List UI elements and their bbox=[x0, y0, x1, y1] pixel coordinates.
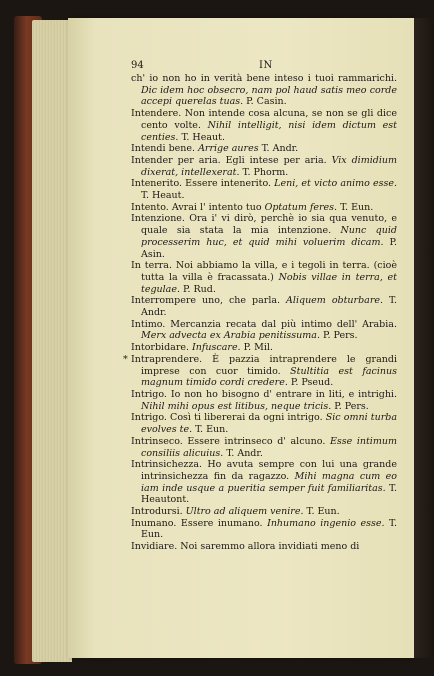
entry-text bbox=[131, 260, 397, 295]
dictionary-entry bbox=[131, 319, 397, 342]
latin-phrase: Aliquem obturbare. bbox=[286, 295, 384, 307]
entry-segment: T. Eun. bbox=[337, 201, 374, 213]
dictionary-entry bbox=[131, 436, 397, 459]
entry-segment: Intraprendere. È pazzia intraprendere le grandi imprese con cuor timido. bbox=[131, 353, 397, 377]
page-header bbox=[131, 60, 397, 73]
entry-segment: Intenzione. Ora i' vi dirò, perchè io sia qua venuto, e quale sia stata la mia intenzione. bbox=[131, 213, 397, 237]
entry-segment: T. Andr. bbox=[223, 447, 263, 459]
entry-segment: Inumano. Essere inumano. bbox=[131, 517, 268, 529]
entry-segment: Intrigo. Io non ho bisogno d' entrare in liti, e intrighi. bbox=[131, 388, 397, 400]
running-head: IN bbox=[259, 60, 273, 71]
latin-phrase: Leni, et victo animo esse. bbox=[274, 178, 398, 190]
entry-segment: P. Pers. bbox=[331, 400, 369, 412]
dictionary-entry bbox=[123, 353, 397, 389]
latin-phrase: Optatum feres. bbox=[264, 201, 338, 213]
latin-phrase: Dic idem hoc obsecro, nam pol haud satis meo corde accepi querelas tuas. bbox=[141, 84, 397, 108]
entry-segment: T. Heaut. bbox=[141, 190, 185, 202]
dictionary-entry bbox=[131, 506, 397, 518]
entry-text bbox=[131, 73, 397, 108]
entry-text bbox=[131, 459, 397, 506]
dictionary-entry bbox=[131, 73, 397, 108]
dictionary-entry bbox=[131, 155, 397, 178]
dictionary-entry bbox=[131, 178, 397, 201]
entry-segment: P. Pseud. bbox=[287, 377, 334, 389]
entry-text bbox=[131, 202, 397, 214]
entry-text bbox=[131, 436, 397, 459]
entry-text bbox=[131, 295, 397, 318]
entry-segment: Interrompere uno, che parla. bbox=[131, 295, 287, 307]
entry-segment: T. Eun. bbox=[192, 424, 229, 436]
latin-phrase: Nihil mihi opus est litibus, neque tricis. bbox=[141, 400, 332, 412]
entry-segment: Invidiare. Noi saremmo allora invidiati meno di bbox=[131, 541, 360, 553]
entry-segment: Intrinsichezza. Ho avuta sempre con lui una grande intrinsichezza fin da ragazzo. bbox=[131, 459, 397, 482]
entry-text bbox=[131, 342, 397, 354]
entry-mark: * bbox=[123, 353, 128, 365]
page-stack-edge bbox=[32, 20, 72, 662]
entry-segment: T. Heautont. bbox=[141, 482, 397, 506]
latin-phrase: Mihi magna cum eo iam inde usque a pueritia semper fuit familiaritas. bbox=[141, 470, 397, 494]
entry-segment: Intorbidare. bbox=[131, 342, 193, 354]
entry-segment: T. Eun. bbox=[303, 506, 340, 518]
entry-segment: Intrinseco. Essere intrinseco d' alcuno. bbox=[131, 435, 330, 447]
dictionary-entry bbox=[131, 260, 397, 295]
entry-segment: T. Heaut. bbox=[178, 131, 225, 143]
entry-text bbox=[131, 143, 397, 155]
latin-phrase: Stultitia est facinus magnum timido cordi credere. bbox=[141, 365, 397, 389]
entry-text bbox=[131, 319, 397, 342]
entry-segment: Intender per aria. Egli intese per aria. bbox=[131, 154, 332, 166]
latin-phrase: Nihil intelligit, nisi idem dictum est centies. bbox=[141, 119, 397, 143]
dictionary-entry bbox=[131, 389, 397, 412]
entry-segment: P. Rud. bbox=[179, 283, 216, 295]
dictionary-entry bbox=[131, 202, 397, 214]
entry-segment: Intimo. Mercanzia recata dal più intimo dell' Arabia. bbox=[131, 318, 397, 330]
entry-segment: In terra. Noi abbiamo la villa, e i tegoli in terra. (cioè tutta la villa è fracassata.) bbox=[131, 260, 397, 283]
latin-phrase: Sic omni turba evolves te. bbox=[141, 412, 397, 436]
entry-segment: Intenerito. Essere intenerito. bbox=[131, 178, 275, 190]
entry-segment: Introdursi. bbox=[131, 506, 186, 518]
latin-phrase: Esse intimum consiliis alicuius. bbox=[141, 435, 397, 459]
entry-segment: T. Phorm. bbox=[239, 166, 289, 178]
latin-phrase: Ultro ad aliquem venire. bbox=[185, 506, 304, 518]
entry-text bbox=[131, 412, 397, 435]
dictionary-entry bbox=[131, 143, 397, 155]
page-text bbox=[123, 60, 398, 553]
dictionary-entry bbox=[131, 213, 397, 260]
page-number: 94 bbox=[131, 60, 144, 71]
latin-phrase: Infuscare. bbox=[192, 342, 241, 354]
latin-phrase: Nobis villae in terra, et tegulae. bbox=[141, 271, 397, 295]
entry-segment: Intendere. Non intende cosa alcuna, se non se gli dice cento volte. bbox=[131, 108, 397, 131]
entry-segment: P. Pers. bbox=[319, 330, 358, 342]
dictionary-entry bbox=[131, 459, 397, 506]
dictionary-entry bbox=[131, 295, 397, 318]
latin-phrase: Arrige aures bbox=[198, 143, 259, 155]
opposite-page-edge bbox=[414, 18, 434, 658]
entry-text bbox=[131, 541, 397, 553]
dictionary-entry bbox=[131, 412, 397, 435]
entry-segment: T. Andr. bbox=[141, 295, 397, 319]
entry-text bbox=[131, 178, 397, 201]
latin-phrase: Inhumano ingenio esse. bbox=[267, 517, 385, 529]
entry-text bbox=[131, 155, 397, 178]
entry-segment: Intendi bene. bbox=[131, 143, 199, 155]
latin-phrase: Merx advecta ex Arabia penitissuma. bbox=[141, 330, 320, 342]
entry-segment: ch' io non ho in verità bene inteso i tuoi rammarichi. bbox=[131, 73, 397, 84]
dictionary-entry bbox=[131, 518, 397, 541]
latin-phrase: Vix dimidium dixerat, intellexerat. bbox=[141, 154, 397, 178]
entry-segment: P. Casin. bbox=[243, 96, 287, 108]
entry-segment: P. Mil. bbox=[240, 342, 273, 354]
entry-text bbox=[131, 518, 397, 541]
entry-segment: T. Andr. bbox=[258, 143, 299, 155]
dictionary-entry bbox=[131, 541, 397, 553]
dictionary-entry bbox=[131, 108, 397, 143]
entry-text bbox=[131, 506, 397, 518]
entry-text bbox=[131, 389, 397, 412]
entry-segment: P. Asin. bbox=[141, 236, 397, 260]
entry-segment: T. Eun. bbox=[141, 517, 397, 541]
entry-text bbox=[131, 108, 397, 143]
entry-text bbox=[131, 354, 397, 389]
entry-segment: Intrigo. Così ti libererai da ogni intrigo. bbox=[131, 412, 326, 424]
entry-segment: Intento. Avrai l' intento tuo bbox=[131, 201, 265, 213]
dictionary-entry bbox=[131, 342, 397, 354]
latin-phrase: Nunc quid processerim huc, et quid mihi voluerim dicam. bbox=[141, 225, 397, 248]
dictionary-entries bbox=[123, 73, 398, 553]
entry-text bbox=[131, 213, 397, 260]
